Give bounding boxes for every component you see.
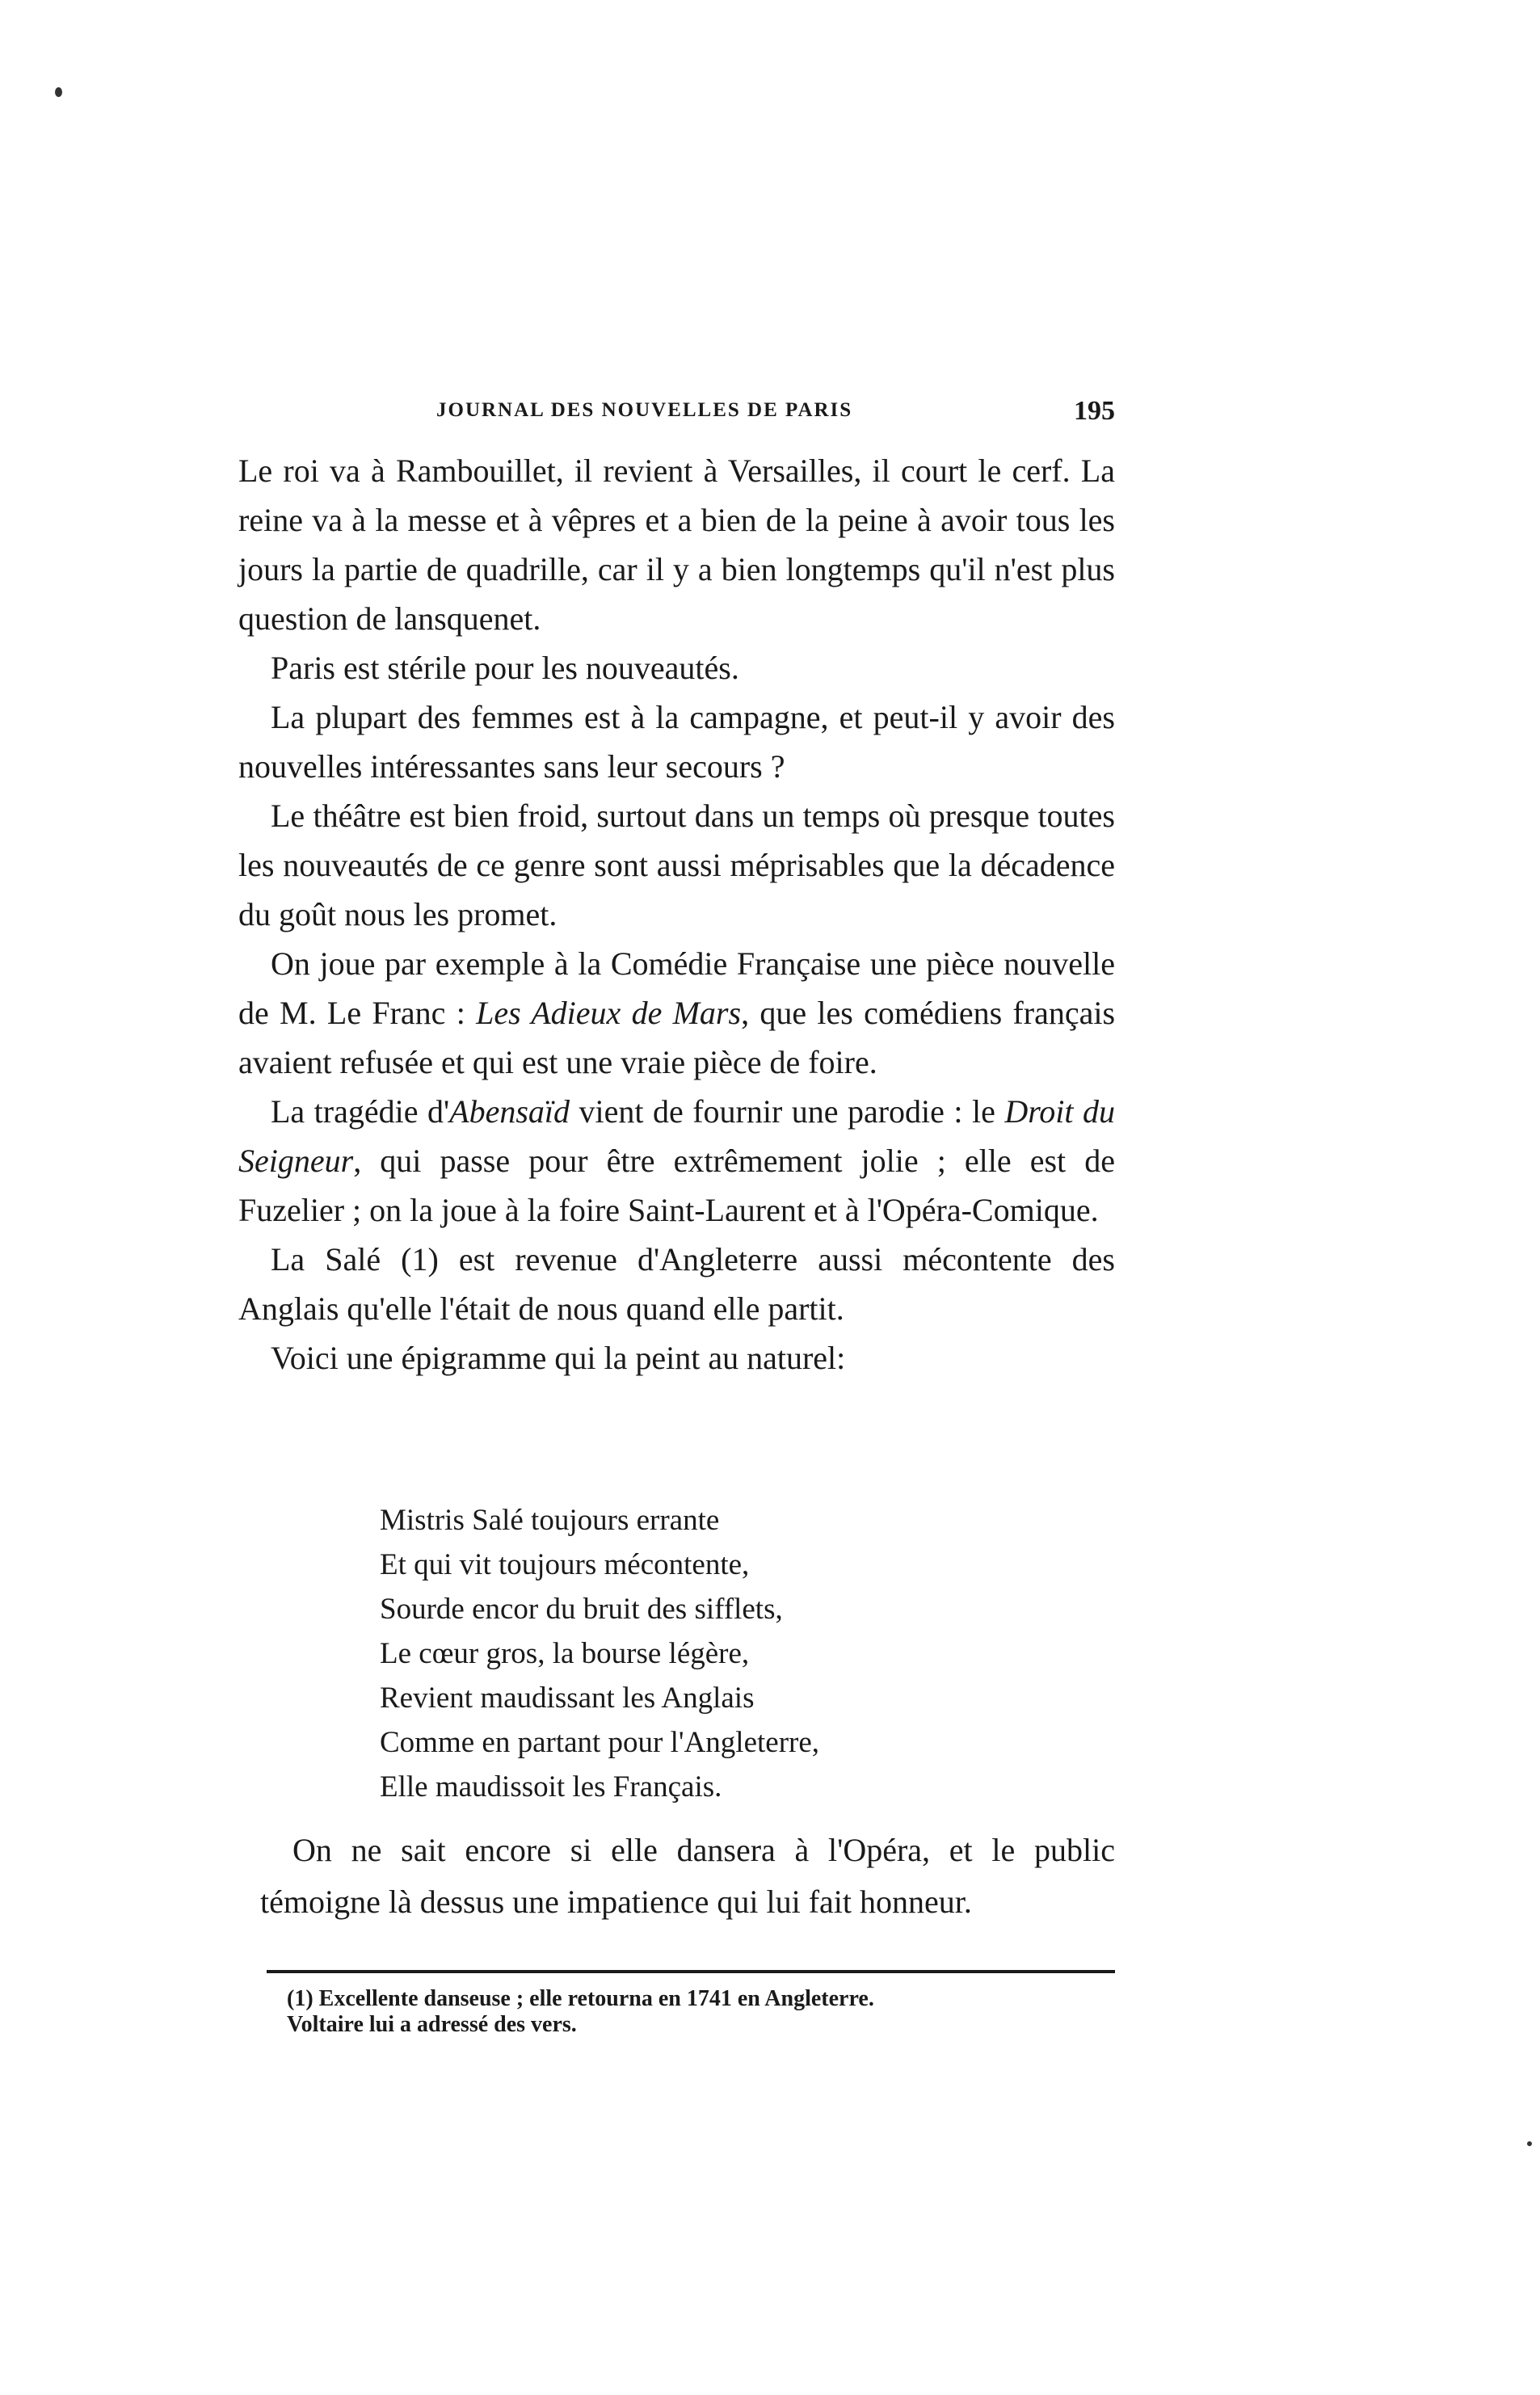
poem-line: Le cœur gros, la bourse légère, (380, 1637, 750, 1670)
poem-line: Revient maudissant les Anglais (380, 1682, 755, 1715)
paragraph-text: , que les comédiens français avaient refusée et qui est une vraie pièce de foire. (238, 995, 1116, 1080)
paragraph: On ne sait encore si elle dansera à l'Opéra, et le public témoigne là dessus une impatience qui lui fait honneur. (260, 1832, 1115, 1920)
page-number: 195 (1074, 396, 1115, 426)
page-header (242, 396, 1115, 431)
paragraph (238, 1087, 1115, 1235)
paragraph-text: On joue par exemple à la Comédie Française une pièce nouvelle de M. Le Franc : (238, 945, 1115, 1031)
paragraph: Le théâtre est bien froid, surtout dans un temps où presque toutes les nouveautés de ce genre sont aussi méprisables que la décadence du goût nous les promet. (238, 798, 1115, 932)
poem-line: Et qui vit toujours mécontente, (380, 1548, 750, 1581)
ink-speck (55, 87, 62, 97)
closing-paragraph (260, 1825, 1115, 1928)
poem-line: Elle maudissoit les Français. (380, 1770, 722, 1804)
epigram-poem (380, 1498, 1026, 1809)
paragraph: Le roi va à Rambouillet, il revient à Versailles, il court le cerf. La reine va à la messe et à vêpres et a bien de la peine à avoir tous les jours la partie de quadrille, car il y a bien longtemps qu'il n'est plus question de lansquenet. (238, 452, 1115, 637)
paragraph (238, 939, 1115, 1087)
paragraph-text: vient de fournir une parodie : le (570, 1093, 1005, 1130)
body-text (238, 446, 1115, 1383)
play-title: Abensaïd (449, 1093, 570, 1130)
play-title: Droit du Seigneur (238, 1093, 1115, 1179)
poem-line: Mistris Salé toujours errante (380, 1504, 720, 1537)
paragraph: La Salé (1) est revenue d'Angleterre aussi mécontente des Anglais qu'elle l'était de nous quand elle partit. (238, 1241, 1115, 1327)
footnote-line: (1) Excellente danseuse ; elle retourna en 1741 en Angleterre. (287, 1986, 874, 2011)
poem-line: Sourde encor du bruit des sifflets, (380, 1593, 783, 1626)
paragraph-text: La tragédie d' (271, 1093, 450, 1130)
poem-line: Comme en partant pour l'Angleterre, (380, 1726, 820, 1759)
footnote-line: Voltaire lui a adressé des vers. (287, 2012, 577, 2037)
footnote (287, 1986, 1119, 2038)
paragraph-text: , qui passe pour être extrêmement jolie ; elle est de Fuzelier ; on la joue à la foire Saint-Laurent et à l'Opéra-Comique. (238, 1143, 1115, 1228)
paragraph: Voici une épigramme qui la peint au naturel: (271, 1340, 846, 1376)
ink-speck (1527, 2141, 1532, 2146)
paragraph: La plupart des femmes est à la campagne, et peut-il y avoir des nouvelles intéressantes sans leur secours ? (238, 699, 1115, 785)
play-title: Les Adieux de Mars (476, 995, 742, 1031)
paragraph: Paris est stérile pour les nouveautés. (271, 650, 739, 686)
footnote-rule (267, 1970, 1115, 1973)
running-head: JOURNAL DES NOUVELLES DE PARIS (436, 399, 853, 421)
